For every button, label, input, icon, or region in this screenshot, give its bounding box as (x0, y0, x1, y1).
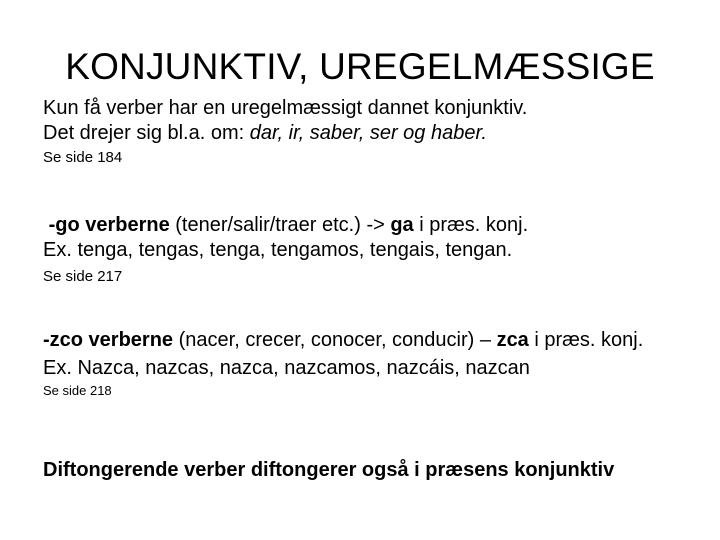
zco-verbs-text: (nacer, crecer, conocer, conducir) – (173, 329, 497, 351)
verbs-list-prefix: Det drejer sig bl.a. om: (43, 122, 250, 144)
zco-verbs-rule (43, 329, 693, 352)
slide-title: KONJUNKTIV, UREGELMÆSSIGE (65, 46, 655, 87)
section-go-verbs (43, 213, 693, 287)
go-verbs-ending: ga (390, 214, 414, 236)
go-verbs-term: -go verberne (48, 214, 170, 236)
zco-verbs-term: -zco verberne (43, 329, 174, 351)
verbs-list-italic: dar, ir, saber, ser og haber. (249, 122, 487, 144)
conclusion-text: Diftongerende verber diftongerer også i præsens konjunktiv (43, 459, 615, 481)
go-verbs-text-end: i præs. konj. (413, 214, 529, 236)
section-zco-verbs (43, 329, 693, 400)
page-reference: Se side 184 (43, 149, 123, 166)
page-reference: Se side 218 (43, 383, 112, 398)
page-reference: Se side 217 (43, 268, 123, 285)
go-verbs-text: (tener/salir/traer etc.) -> (169, 214, 391, 236)
zco-verbs-ending: zca (496, 329, 529, 351)
zco-verbs-text-end: i præs. konj. (528, 329, 644, 351)
section-irregular-verbs (43, 96, 693, 168)
verbs-list-line (43, 121, 693, 146)
go-verbs-rule (43, 213, 693, 238)
go-verbs-examples: Ex. tenga, tengas, tenga, tengamos, tengais, tengan. (43, 239, 513, 261)
intro-line: Kun få verber har en uregelmæssigt dannet konjunktiv. (43, 97, 528, 119)
zco-verbs-examples: Ex. Nazca, nazcas, nazca, nazcamos, nazcáis, nazcan (43, 357, 530, 379)
conclusion (43, 458, 720, 483)
